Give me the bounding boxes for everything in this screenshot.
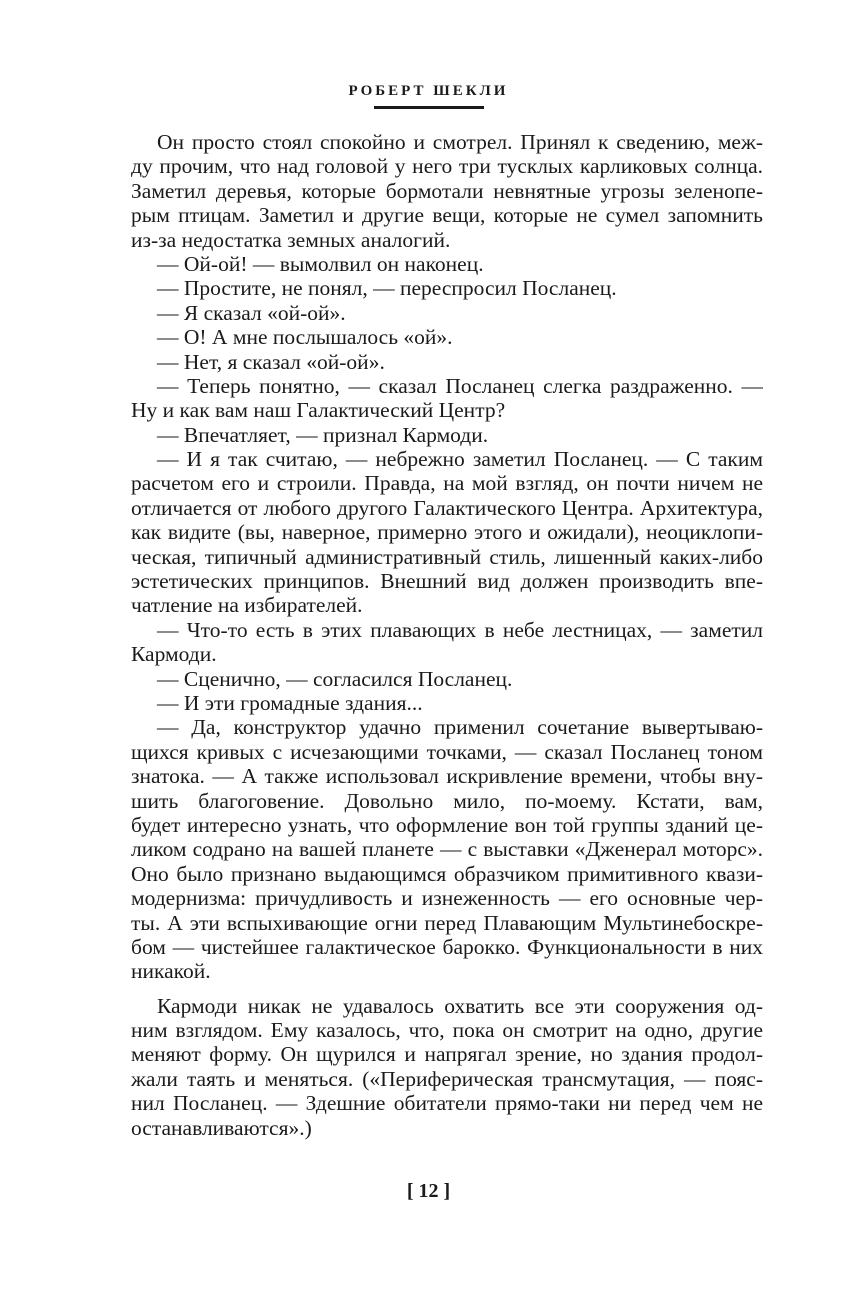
paragraph	[131, 447, 763, 618]
dialogue-line: — Ой-ой! — вымолвил он наконец.	[157, 251, 484, 276]
text-line: будет интересно узнать, что оформление вон той группы зданий це-	[131, 812, 763, 837]
text-line: Ну и как вам наш Галактический Центр?	[131, 398, 506, 423]
text-line: ду прочим, что над головой у него три тусклых карликовых солнца.	[131, 154, 763, 179]
text-line: чатление на избирателей.	[131, 593, 363, 618]
text-line: щихся кривых с исчезающими точками, — сказал Посланец тоном	[131, 739, 763, 764]
text-line: Кармоди никак не удавалось охватить все эти сооружения од-	[157, 993, 763, 1018]
text-line: ним взглядом. Ему казалось, что, пока он смотрит на одно, другие	[131, 1018, 763, 1043]
text-line: ликом содрано на вашей планете — с выставки «Дженерал моторс».	[131, 837, 763, 862]
running-header	[0, 82, 857, 109]
text-line: Заметил деревья, которые бормотали невнятные угрозы зеленопе-	[131, 178, 763, 203]
text-line: нил Посланец. — Здешние обитатели прямо-таки ни перед чем не	[131, 1091, 763, 1116]
text-line: бом — чистейшее галактическое барокко. Функциональности в них	[131, 934, 763, 959]
paragraph	[131, 618, 763, 667]
dialogue-line: — Сценично, — согласился Посланец.	[157, 666, 513, 691]
text-line: шить благоговение. Довольно мило, по-моему. Кстати, вам,	[131, 788, 763, 813]
dialogue-line: — И эти громадные здания...	[157, 690, 423, 715]
dialogue-line: — О! А мне послышалось «ой».	[157, 325, 453, 350]
text-line: из-за недостатка земных аналогий.	[131, 227, 451, 252]
dialogue-line: — Простите, не понял, — переспросил Посланец.	[157, 276, 617, 301]
paragraph	[131, 130, 763, 252]
text-line: — Что-то есть в этих плавающих в небе лестницах, — заметил	[157, 617, 763, 642]
text-line: — Теперь понятно, — сказал Посланец слегка раздраженно. —	[157, 373, 763, 398]
paragraph	[131, 715, 763, 983]
text-line: рым птицам. Заметил и другие вещи, которые не сумел запомнить	[131, 203, 763, 228]
text-line: как видите (вы, наверное, примерно этого и ожидали), неоциклопи-	[131, 520, 763, 545]
text-line: жали таять и меняться. («Периферическая трансмутация, — пояс-	[131, 1066, 763, 1091]
text-line: Оно было признано выдающимся образчиком примитивного квази-	[131, 861, 763, 886]
author-name: РОБЕРТ ШЕКЛИ	[348, 83, 509, 99]
paragraph	[131, 994, 763, 1140]
paragraph	[131, 374, 763, 423]
text-line: Кармоди.	[131, 642, 217, 667]
text-line: останавливаются».)	[131, 1115, 312, 1140]
text-line: никакой.	[131, 959, 211, 984]
dialogue-line: — Впечатляет, — признал Кармоди.	[157, 422, 489, 447]
text-line: ческая, типичный административный стиль, лишенный каких-либо	[131, 544, 763, 569]
text-line: модернизма: причудливость и изнеженность — его основные чер-	[131, 886, 763, 911]
text-line: ты. А эти вспыхивающие огни перед Плавающим Мультинебоскре-	[131, 910, 763, 935]
text-line: расчетом его и строили. Правда, на мой взгляд, он почти ничем не	[131, 471, 763, 496]
text-line: эстетических принципов. Внешний вид должен производить впе-	[131, 569, 763, 594]
page-number: [ 12 ]	[406, 1180, 451, 1202]
page-body	[131, 130, 763, 1140]
text-line: — Да, конструктор удачно применил сочетание вывертываю-	[157, 715, 763, 740]
text-line: Он просто стоял спокойно и смотрел. Принял к сведению, меж-	[157, 130, 763, 154]
text-line: меняют форму. Он щурился и напрягал зрение, но здания продол-	[131, 1042, 763, 1067]
header-rule	[374, 106, 484, 109]
text-line: знатока. — А также использовал искривление времени, чтобы вну-	[131, 764, 763, 789]
paragraph-gap	[131, 984, 763, 994]
text-line: отличается от любого другого Галактического Центра. Архитектура,	[131, 495, 763, 520]
dialogue-line: — Я сказал «ой-ой».	[157, 300, 346, 325]
text-line: — И я так считаю, — небрежно заметил Посланец. — С таким	[157, 447, 763, 472]
dialogue-line: — Нет, я сказал «ой-ой».	[157, 349, 385, 374]
